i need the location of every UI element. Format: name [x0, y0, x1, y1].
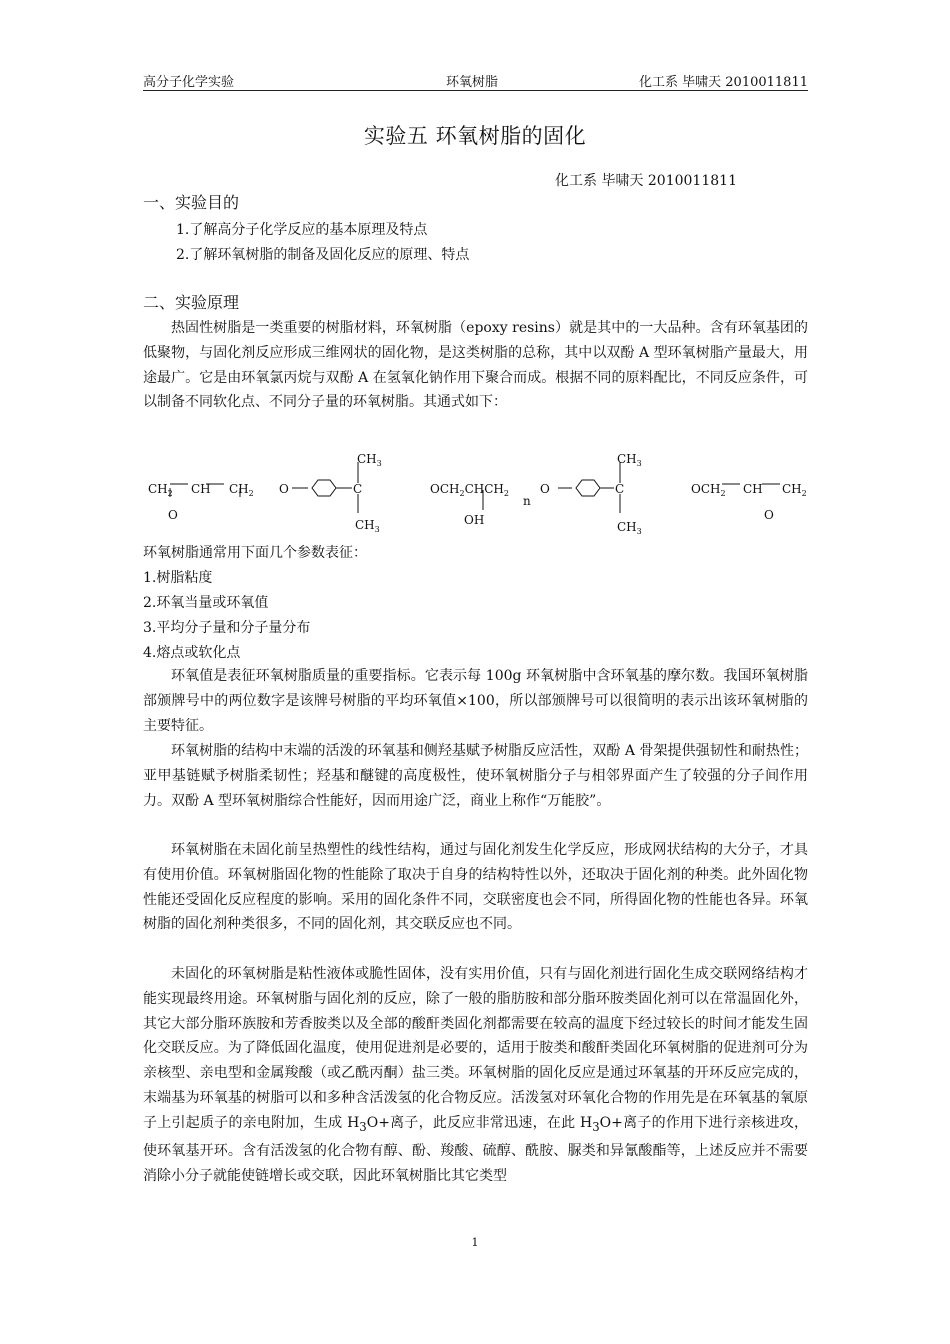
formula-ch2-right: $CH_2$: [782, 482, 807, 498]
section-heading-objectives: 一、实验目的: [143, 193, 240, 212]
formula-och2-chch2: $OCH_2CHCH_2$: [430, 482, 509, 498]
author-line: 化工系 毕啸天 2010011811: [555, 173, 737, 189]
formula-ch-right: CH: [743, 482, 763, 496]
formula-ether-o-2: O: [540, 482, 550, 496]
paragraph-epoxy-value: 环氧值是表征环氧树脂质量的重要指标。它表示每 100g 环氧树脂中含环氧基的摩尔数。我国环氧树脂部颁牌号中的两位数字是该牌号树脂的平均环氧值×100，所以部颁牌号可以很简明的表示出该环氧树脂的主要特征。: [143, 668, 808, 734]
formula-epoxy-o-left: O: [168, 508, 178, 522]
param-item-2: 2.环氧当量或环氧值: [143, 595, 269, 611]
paragraph-curing: 环氧树脂在未固化前呈热塑性的线性结构，通过与固化剂发生化学反应，形成网状结构的大分子，才具有使用价值。环氧树脂固化物的性能除了取决于自身的结构特性以外，还取决于固化剂的种类。此外固化物性能还受固化反应程度的影响。采用的固化条件不同，交联密度也会不同，所得固化物的性能也各异。环氧树脂的固化剂种类很多，不同的固化剂，其交联反应也不同。: [143, 842, 808, 933]
formula-quaternary-c-1: C: [353, 482, 363, 496]
formula-ether-o-1: O: [279, 482, 289, 496]
header-right: 化工系 毕啸天 2010011811: [639, 75, 808, 90]
formula-ch2-left-2: $CH_2$: [229, 482, 254, 498]
param-item-1: 1.树脂粘度: [143, 570, 213, 586]
formula-ch3-top-2: $CH_3$: [617, 452, 642, 468]
formula-epoxy-o-right: O: [764, 508, 774, 522]
objective-item-2: 2.了解环氧树脂的制备及固化反应的原理、特点: [176, 247, 470, 263]
formula-ch3-top-1: $CH_3$: [357, 452, 382, 468]
formula-oh: OH: [464, 513, 485, 527]
objective-item-1: 1.了解高分子化学反应的基本原理及特点: [176, 222, 428, 238]
formula-ch3-bottom-1: $CH_3$: [355, 518, 380, 534]
page-header: [143, 70, 808, 91]
formula-ch-left: CH: [191, 482, 211, 496]
paragraph-structure: 环氧树脂的结构中末端的活泼的环氧基和侧羟基赋予树脂反应活性，双酚 A 骨架提供强韧性和耐热性；亚甲基链赋予树脂柔韧性；羟基和醚键的高度极性，使环氧树脂分子与相邻界面产生了较强的分子间作用力。双酚 A 型环氧树脂综合性能好，因而用途广泛，商业上称作“万能胶”。: [143, 743, 808, 809]
param-item-4: 4.熔点或软化点: [143, 645, 241, 661]
formula-quaternary-c-2: C: [615, 482, 625, 496]
formula-ch3-bottom-2: $CH_3$: [617, 520, 642, 536]
formula-ch2-left: $CH_2$: [148, 482, 173, 498]
epoxy-general-formula: [140, 450, 820, 540]
header-left: 高分子化学实验: [143, 75, 235, 90]
section-heading-principle: 二、实验原理: [143, 293, 240, 312]
param-item-3: 3.平均分子量和分子量分布: [143, 620, 311, 636]
document-title: 实验五 环氧树脂的固化: [363, 124, 587, 148]
params-intro: 环氧树脂通常用下面几个参数表征：: [143, 545, 367, 561]
paragraph-uncured: 未固化的环氧树脂是粘性液体或脆性固体，没有实用价值，只有与固化剂进行固化生成交联网络结构才能实现最终用途。环氧树脂与固化剂的反应，除了一般的脂肪胺和部分脂环胺类固化剂可以在常温固化外，其它大部分脂环族胺和芳香胺类以及全部的酸酐类固化剂都需要在较高的温度下经过较长的时间才能发生固化交联反应。为了降低固化温度，使用促进剂是必要的，适用于胺类和酸酐类固化环氧树脂的促进剂可分为亲核型、亲电型和金属羧酸（或乙酰丙酮）盐三类。环氧树脂的固化反应是通过环氧基的开环反应完成的，末端基为环氧基的树脂可以和多种含活泼氢的化合物反应。活泼氢对环氧化合物的作用先是在环氧基的氧原子上引起质子的亲电附加，生成 $H_3O+$离子，此反应非常迅速，在此 $H_3O+$离子的作用下进行亲核进攻，使环氧基开环。含有活泼氢的化合物有醇、酚、羧酸、硫醇、酰胺、脲类和异氰酸酯等，上述反应并不需要消除小分子就能使链增长或交联，因此环氧树脂比其它类型: [143, 966, 808, 1185]
formula-och2-right: $OCH_2$: [691, 482, 726, 498]
paragraph-intro: 热固性树脂是一类重要的树脂材料，环氧树脂（epoxy resins）就是其中的一大品种。含有环氧基团的低聚物，与固化剂反应形成三维网状的固化物，是这类树脂的总称，其中以双酚 A 型环氧树脂产量最大，用途最广。它是由环氧氯丙烷与双酚 A 在氢氧化钠作用下聚合而成。根据不同的原料配比，不同反应条件，可以制备不同软化点、不同分子量的环氧树脂。其通式如下：: [143, 320, 808, 411]
formula-repeat-n: n: [523, 494, 531, 508]
header-center: 环氧树脂: [446, 75, 499, 90]
page-number: 1: [471, 1236, 479, 1249]
